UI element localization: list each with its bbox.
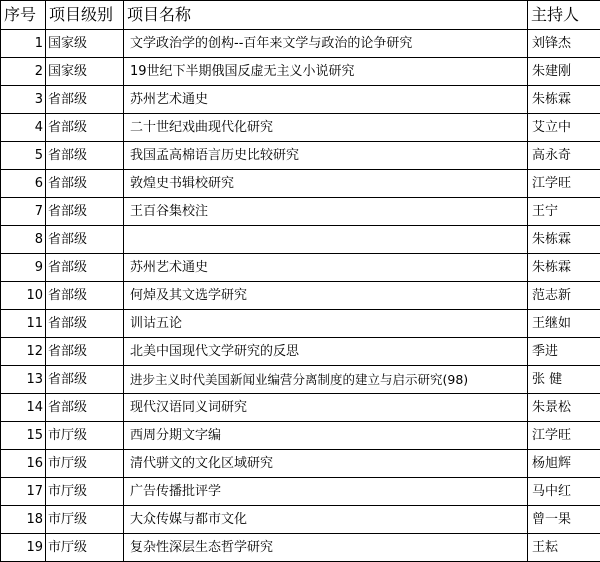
table-row (1, 450, 600, 478)
table-row (1, 506, 600, 534)
row-project-name (124, 226, 528, 254)
row-host: 王宁 (528, 198, 600, 226)
row-level: 市厅级 (46, 478, 124, 506)
row-number: 11 (1, 310, 46, 338)
row-number: 16 (1, 450, 46, 478)
row-level: 省部级 (46, 170, 124, 198)
table-row (1, 58, 600, 86)
row-host: 艾立中 (528, 114, 600, 142)
row-host: 张 健 (528, 366, 600, 394)
row-project-name: 王百谷集校注 (124, 198, 528, 226)
row-host: 王耘 (528, 534, 600, 562)
row-host: 高永奇 (528, 142, 600, 170)
row-level: 省部级 (46, 310, 124, 338)
row-project-name: 北美中国现代文学研究的反思 (124, 338, 528, 366)
row-host: 马中红 (528, 478, 600, 506)
row-host: 杨旭辉 (528, 450, 600, 478)
row-level: 国家级 (46, 58, 124, 86)
row-host: 朱栋霖 (528, 86, 600, 114)
row-level: 市厅级 (46, 450, 124, 478)
row-number: 15 (1, 422, 46, 450)
row-level: 省部级 (46, 86, 124, 114)
row-project-name: 苏州艺术通史 (124, 254, 528, 282)
row-host: 朱建刚 (528, 58, 600, 86)
row-project-name: 训诂五论 (124, 310, 528, 338)
table-row (1, 142, 600, 170)
row-level: 省部级 (46, 338, 124, 366)
header-host: 主持人 (528, 1, 600, 30)
table-row (1, 338, 600, 366)
row-number: 3 (1, 86, 46, 114)
row-project-name: 复杂性深层生态哲学研究 (124, 534, 528, 562)
table-row (1, 366, 600, 394)
row-level: 市厅级 (46, 422, 124, 450)
row-level: 市厅级 (46, 534, 124, 562)
table-row (1, 282, 600, 310)
row-level: 省部级 (46, 198, 124, 226)
row-number: 10 (1, 282, 46, 310)
row-project-name (124, 366, 528, 394)
row-project-name: 19世纪下半期俄国反虚无主义小说研究 (124, 58, 528, 86)
row-level: 省部级 (46, 114, 124, 142)
table-row (1, 226, 600, 254)
row-level: 省部级 (46, 282, 124, 310)
row-host: 朱景松 (528, 394, 600, 422)
row-host: 朱栋霖 (528, 254, 600, 282)
header-level: 项目级别 (46, 1, 124, 30)
row-host: 范志新 (528, 282, 600, 310)
row-number: 6 (1, 170, 46, 198)
row-level: 省部级 (46, 394, 124, 422)
table-row (1, 30, 600, 58)
row-number: 17 (1, 478, 46, 506)
row-number: 1 (1, 30, 46, 58)
table-row (1, 534, 600, 562)
table-row (1, 254, 600, 282)
table-row (1, 310, 600, 338)
row-number: 12 (1, 338, 46, 366)
row-project-name: 二十世纪戏曲现代化研究 (124, 114, 528, 142)
table-row (1, 114, 600, 142)
row-host: 江学旺 (528, 170, 600, 198)
header-no: 序号 (1, 1, 46, 30)
row-project-name: 大众传媒与都市文化 (124, 506, 528, 534)
row-host: 季进 (528, 338, 600, 366)
row-project-name: 文学政治学的创构--百年来文学与政治的论争研究 (124, 30, 528, 58)
row-host: 曾一果 (528, 506, 600, 534)
row-host: 王继如 (528, 310, 600, 338)
header-row (1, 1, 600, 30)
row-number: 13 (1, 366, 46, 394)
row-project-name: 西周分期文字编 (124, 422, 528, 450)
row-host: 江学旺 (528, 422, 600, 450)
row-number: 8 (1, 226, 46, 254)
row-level: 国家级 (46, 30, 124, 58)
row-level: 省部级 (46, 366, 124, 394)
table-row (1, 394, 600, 422)
row-project-name: 广告传播批评学 (124, 478, 528, 506)
row-project-name: 清代骈文的文化区域研究 (124, 450, 528, 478)
table-row (1, 422, 600, 450)
row-number: 7 (1, 198, 46, 226)
row-number: 19 (1, 534, 46, 562)
table-row (1, 170, 600, 198)
row-number: 14 (1, 394, 46, 422)
row-level: 省部级 (46, 226, 124, 254)
row-level: 省部级 (46, 142, 124, 170)
row-host: 朱栋霖 (528, 226, 600, 254)
row-number: 2 (1, 58, 46, 86)
row-number: 5 (1, 142, 46, 170)
row-project-name: 现代汉语同义词研究 (124, 394, 528, 422)
row-level: 市厅级 (46, 506, 124, 534)
header-name: 项目名称 (124, 1, 528, 30)
row-number: 4 (1, 114, 46, 142)
table-row (1, 86, 600, 114)
row-host: 刘锋杰 (528, 30, 600, 58)
row-project-name-text: 进步主义时代美国新闻业编营分离制度的建立与启示研究(98) (130, 373, 524, 386)
row-level: 省部级 (46, 254, 124, 282)
row-project-name: 我国孟高棉语言历史比较研究 (124, 142, 528, 170)
table-row (1, 478, 600, 506)
row-number: 18 (1, 506, 46, 534)
row-project-name: 敦煌史书辑校研究 (124, 170, 528, 198)
row-project-name: 苏州艺术通史 (124, 86, 528, 114)
row-number: 9 (1, 254, 46, 282)
table-row (1, 198, 600, 226)
row-project-name: 何焯及其文选学研究 (124, 282, 528, 310)
